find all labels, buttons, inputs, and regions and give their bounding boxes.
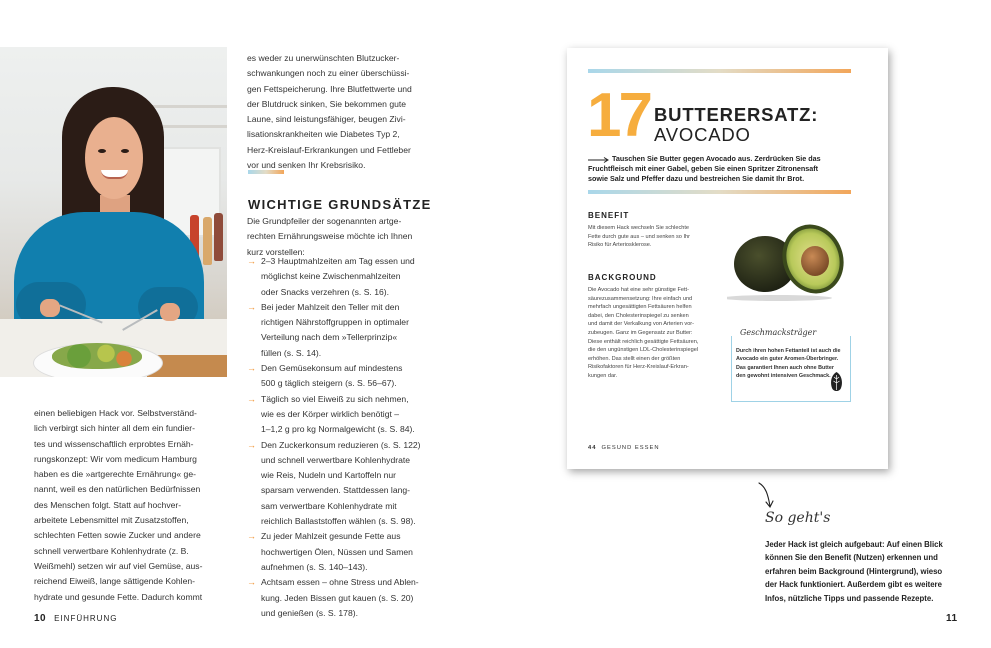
page-number: 11 — [946, 613, 958, 624]
page-number: 10 — [34, 613, 47, 624]
list-item: → Täglich so viel Eiweiß zu sich nehmen, wie es der Körper wirklich benötigt – 1–1,2 g pro kg Normalgewicht (s. S. 84). — [247, 393, 415, 435]
arrow-right-icon: → — [247, 531, 256, 542]
avocado-image — [727, 218, 851, 302]
section-name: EINFÜHRUNG — [54, 614, 118, 623]
face — [85, 117, 143, 199]
salad — [52, 343, 142, 369]
gradient-divider — [248, 170, 284, 174]
left-hand — [40, 299, 60, 317]
section-heading: WICHTIGE GRUNDSÄTZE — [248, 197, 432, 212]
so-gehts-label: So geht's — [765, 510, 831, 526]
right-hand — [160, 303, 180, 321]
card-section-name: GESUND ESSEN — [601, 445, 660, 451]
gradient-divider — [588, 69, 851, 73]
seed-icon — [829, 371, 844, 394]
benefit-heading: BENEFIT — [588, 211, 630, 220]
bottle — [214, 213, 223, 261]
list-item: → Den Zuckerkonsum reduzieren (s. S. 122) und schnell verwertbare Kohlenhydrate wie Reis, Nudeln und Kartoffeln nur sparsam verwenden. Stattdessen lang- sam verwertbare Kohlenhydrate mit reichlich Ballaststoffen wählen (s. S. 98). — [247, 439, 421, 527]
list-item: → 2–3 Hauptmahlzeiten am Tag essen und möglichst keine Zwischenmahlzeiten oder Snacks verzehren (s. S. 16). — [247, 256, 415, 297]
tip-text: Durch ihren hohen Fettanteil ist auch die Avocado ein guter Aromen-Überbringer. Das garantiert Ihnen auch ohne Butter den gewohnt intensiven Geschmack. — [736, 348, 841, 380]
left-page-footer — [34, 613, 117, 624]
bottle — [203, 217, 212, 265]
arrow-right-icon: → — [247, 256, 256, 266]
body-text-column-2: es weder zu unerwünschten Blutzucker- schwankungen noch zu einer überschüssi- gen Fettspeicherung. Ihre Blutfettwerte und der Blutdruck sinken, Sie bekommen gute Laune, sind leistungsfähiger, beugen Zivi- lisationskrankheiten wie Diabetes Typ 2, Herz-Kreislauf-Erkrankungen und Fettleber vor und senken Ihr Krebsrisiko. — [247, 53, 412, 171]
hack-title: BUTTERERSATZ: — [654, 104, 819, 125]
arrow-right-icon: → — [247, 301, 256, 312]
explanation-text: Jeder Hack ist gleich aufgebaut: Auf einen Blick können Sie den Benefit (Nutzen) erkennen und erfahren beim Background (Hintergrund), wieso der Hack funktioniert. Außerdem gibt es weitere Infos, nützliche Tipps und passende Rezepte. — [765, 540, 943, 603]
hack-page-preview — [567, 48, 888, 469]
benefit-text: Mit diesem Hack wechseln Sie schlechte Fette durch gute aus – und senken so Ihr Risiko für Arteriosklerose. — [588, 225, 690, 249]
list-item: → Zu jeder Mahlzeit gesunde Fette aus hochwertigen Ölen, Nüssen und Samen aufnehmen (s. S. 140–143). — [247, 531, 413, 572]
list-item: → Bei jeder Mahlzeit den Teller mit den richtigen Nährstoffgruppen in optimaler Verteilung nach dem »Tellerprinzip« füllen (s. S. 14). — [247, 301, 409, 358]
background-heading: BACKGROUND — [588, 273, 657, 282]
arrow-right-icon: → — [247, 577, 256, 588]
hack-subtitle: AVOCADO — [654, 124, 751, 145]
card-footer — [588, 445, 660, 451]
list-item: → Achtsam essen – ohne Stress und Ablen- kung. Jeden Bissen gut kauen (s. S. 20) und genießen (s. S. 178). — [247, 577, 419, 618]
hack-number: 17 — [587, 81, 650, 150]
card-page-number: 44 — [588, 445, 597, 451]
eye — [98, 149, 106, 153]
right-page-footer — [946, 613, 966, 624]
principles-list — [247, 254, 421, 621]
background-text: Die Avocado hat eine sehr günstige Fett- säurezusammensetzung: Ihre einfach und mehrfach ungesättigten Fettsäuren helfen dabei, den Cholesterinspiegel zu senken und damit der Verkalkung von Arterien vor- zubeugen. Ganz im Gegensatz zur Butter: Diese enthält reichlich gesättigte Fettsäuren, die den ungünstigen LDL-Cholesterinspiegel erhöhen. Das stellt einen der größten Risikofaktoren für Herz-Kreislauf-Erkran- kungen dar. — [588, 287, 699, 379]
list-item: → Den Gemüsekonsum auf mindestens 500 g täglich steigern (s. S. 56–67). — [247, 363, 403, 389]
tip-title: Geschmacksträger — [737, 328, 819, 337]
hack-intro: Tauschen Sie Butter gegen Avocado aus. Zerdrücken Sie das Fruchtfleisch mit einer Gabel, geben Sie einen Spritzer Zitronensaft sowie Salz und Pfeffer dazu und bestreichen Sie damit Ihr Brot. — [588, 154, 821, 183]
eye — [121, 149, 129, 153]
woman-eating-salad-photo — [0, 47, 227, 377]
section-intro: Die Grundpfeiler der sogenannten artge- rechten Ernährungsweise möchte ich Ihnen kurz vorstellen: — [247, 216, 413, 257]
arrow-right-icon: → — [247, 363, 256, 374]
body-text-column-1: einen beliebigen Hack vor. Selbstverständ- lich verbirgt sich hinter all dem ein fundier- tes und wissenschaftlich erprobtes Ernäh- rungskonzept: Wir vom medicum Hamburg haben es die »artgerechte Ernährung« ge- nannt, weil es den natürlichen Bedürfnissen des Menschen folgt. Statt auf hochver- arbeitete Lebensmittel mit Zusatzstoffen, schlechten Fetten sowie Zucker und andere schnell verwertbare Kohlenhydrate (z. B. Weißmehl) setzen wir auf viel Gemüse, aus- reichend Eiweiß, lange sättigende Kohlen- hydrate und gesunde Fette. Dadurch kommt — [34, 408, 203, 602]
curved-arrow-icon — [756, 481, 778, 511]
arrow-right-icon: → — [247, 439, 256, 450]
arrow-right-icon: → — [247, 393, 256, 404]
gradient-divider — [588, 190, 851, 194]
